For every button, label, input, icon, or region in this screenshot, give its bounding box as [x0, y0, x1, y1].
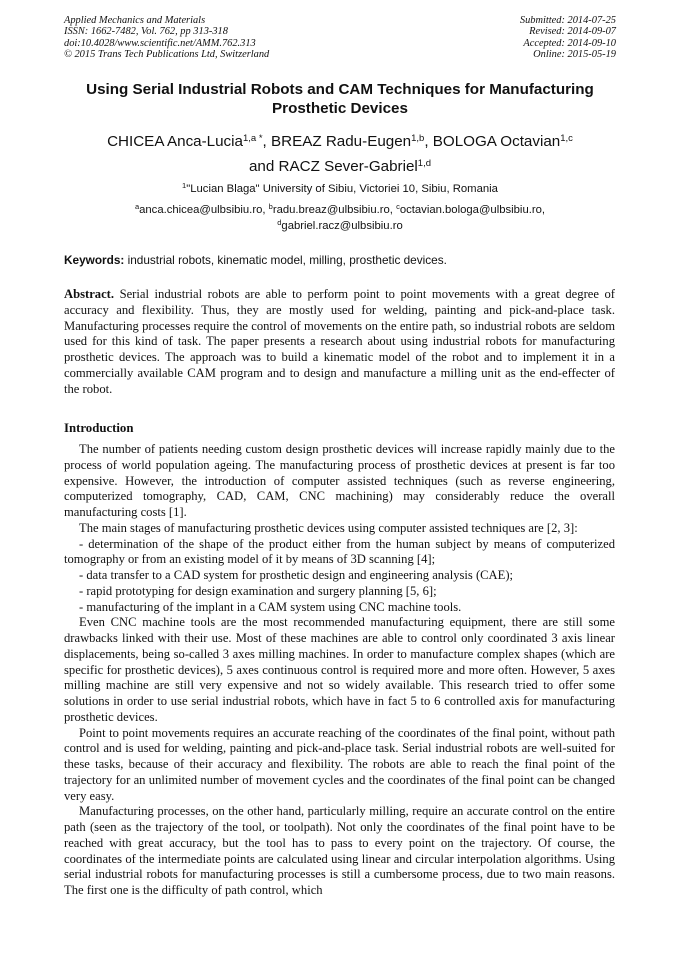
- author-emails: [64, 203, 616, 234]
- keywords-text: industrial robots, kinematic model, milling, prosthetic devices.: [124, 253, 447, 267]
- doi-line: doi:10.4028/www.scientific.net/AMM.762.313: [64, 37, 256, 49]
- submitted-date: Submitted: 2014-07-25: [519, 15, 616, 26]
- email-line-1: [64, 203, 616, 219]
- author-1-name: CHICEA Anca-Lucia: [107, 133, 243, 150]
- paper-title: Using Serial Industrial Robots and CAM Techniques for Manufacturing Prosthetic Devices: [86, 81, 594, 117]
- author-2-name: , BREAZ Radu-Eugen: [262, 133, 412, 150]
- intro-paragraph-3: Even CNC machine tools are the most recommended manufacturing equipment, there are still some drawbacks linked with their use. Most of these machines are able to control only coordinated 3 axis linear displacements, being so-called 3 axes milling machines. In order to manufacture complex shapes (which are specific for prosthetic devices), 5 axes continuous control is required more and more often. However, 5 axes milling machine are still very expensive and not so widely available. This research tried to offer some solutions in order to use serial industrial robots, which have in fact 5 to 6 controlled axis for manufacturing prosthetic devices.: [64, 615, 615, 724]
- author-1-affil: 1,a *: [242, 133, 263, 144]
- email-a-marker: a: [134, 202, 140, 211]
- abstract-label: Abstract.: [64, 287, 115, 301]
- affiliation: [64, 182, 616, 196]
- journal-name: Applied Mechanics and Materials: [64, 15, 206, 26]
- revised-date: Revised: 2014-09-07: [529, 26, 616, 38]
- list-item-1: - determination of the shape of the product either from the human subject by means of computerized tomography or from an existing model of it by means of 3D scanning [4];: [64, 536, 615, 567]
- submission-dates: [520, 15, 616, 60]
- author-3-affil: 1,c: [560, 133, 573, 144]
- intro-paragraph-2: The main stages of manufacturing prosthetic devices using computer assisted techniques are [2, 3]:: [79, 520, 578, 535]
- author-4-affil: 1,d: [417, 158, 432, 169]
- email-a[interactable]: anca.chicea@ulbsibiu.ro,: [139, 204, 269, 216]
- list-item-4: - manufacturing of the implant in a CAM system using CNC machine tools.: [79, 599, 462, 614]
- abstract-text: Serial industrial robots are able to perform point to point movements with a great degree of accuracy and flexibility. Thus, they are mostly used for welding, painting and pick-and-place task. Manufacturing processes require the control of movements on the entire path, so industrial robots are seldom used for this kind of task. The paper presents a research about using industrial robots for manufacturing prosthetic devices. The approach was to build a kinematic model of the robot and to implement it in a commercially available CAM program and to design and manufacture a milling unit as the end-effecter of the robot.: [64, 287, 615, 396]
- email-c-marker: c: [396, 202, 400, 211]
- accepted-date: Accepted: 2014-09-10: [523, 37, 616, 49]
- email-d[interactable]: gabriel.racz@ulbsibiu.ro: [281, 219, 403, 232]
- email-c[interactable]: octavian.bologa@ulbsibiu.ro,: [399, 204, 546, 216]
- author-list: [64, 129, 616, 179]
- abstract-section: [64, 287, 615, 397]
- intro-paragraph-5: Manufacturing processes, on the other hand, particularly milling, require an accurate control on the entire path (seen as the trajectory of the tool, or toolpath). Not only the coordinates of the final point have to be reached with great accuracy, but the tool has to pass to every point on the trajectory. Of course, the coordinates of the intermediate points are calculated using linear and circular interpolation algorithms. Using serial industrial robots for manufacturing processes is still a cumbersome process, due to two main reasons. The first one is the difficulty of path control, which: [64, 804, 615, 897]
- abstract-paragraph: [64, 287, 615, 397]
- intro-paragraph-1: The number of patients needing custom design prosthetic devices will increase rapidly mainly due to the process of world population ageing. The manufacturing process of prosthetic devices at present is far too expensive. However, the introduction of computer assisted techniques (such as reverse engineering, computerized tomography, CAD, CAM, CNC machining) may considerably reduce the overall manufacturing costs [1].: [64, 442, 615, 519]
- email-line-2: [64, 219, 616, 235]
- list-item-2: - data transfer to a CAD system for prosthetic design and engineering analysis (CAE);: [79, 568, 514, 582]
- keywords-label: Keywords:: [64, 253, 125, 267]
- author-2-affil: 1,b: [411, 133, 425, 144]
- copyright-line: © 2015 Trans Tech Publications Ltd, Switzerland: [64, 48, 270, 60]
- section-heading: Introduction: [64, 421, 134, 435]
- author-4-name: and RACZ Sever-Gabriel: [248, 158, 418, 175]
- author-line-2: [64, 154, 616, 179]
- list-item-3: - rapid prototyping for design examination and surgery planning [5, 6];: [79, 583, 437, 598]
- online-date: Online: 2015-05-19: [533, 48, 616, 60]
- journal-info: [64, 15, 269, 60]
- introduction-section: [64, 420, 615, 899]
- email-d-marker: d: [277, 217, 282, 227]
- author-line-1: [64, 129, 616, 154]
- issn-line: ISSN: 1662-7482, Vol. 762, pp 313-318: [64, 26, 228, 38]
- intro-paragraph-4: Point to point movements requires an accurate reaching of the coordinates of the final point, without path control and is used for welding, painting and pick-and-place task. Serial industrial robots are well-suited for these tasks, because of their accuracy and flexibility. The robots are able to reach the final point of the trajectory for an unlimited number of movement cycles and the coordinates of the final point can be changed very easy.: [64, 725, 615, 803]
- keywords: [64, 253, 616, 268]
- email-b[interactable]: radu.breaz@ulbsibiu.ro,: [272, 204, 397, 216]
- affiliation-marker: 1: [182, 181, 187, 190]
- email-b-marker: b: [268, 202, 273, 211]
- author-3-name: , BOLOGA Octavian: [424, 133, 561, 150]
- affiliation-text: "Lucian Blaga" University of Sibiu, Victoriei 10, Sibiu, Romania: [186, 183, 498, 195]
